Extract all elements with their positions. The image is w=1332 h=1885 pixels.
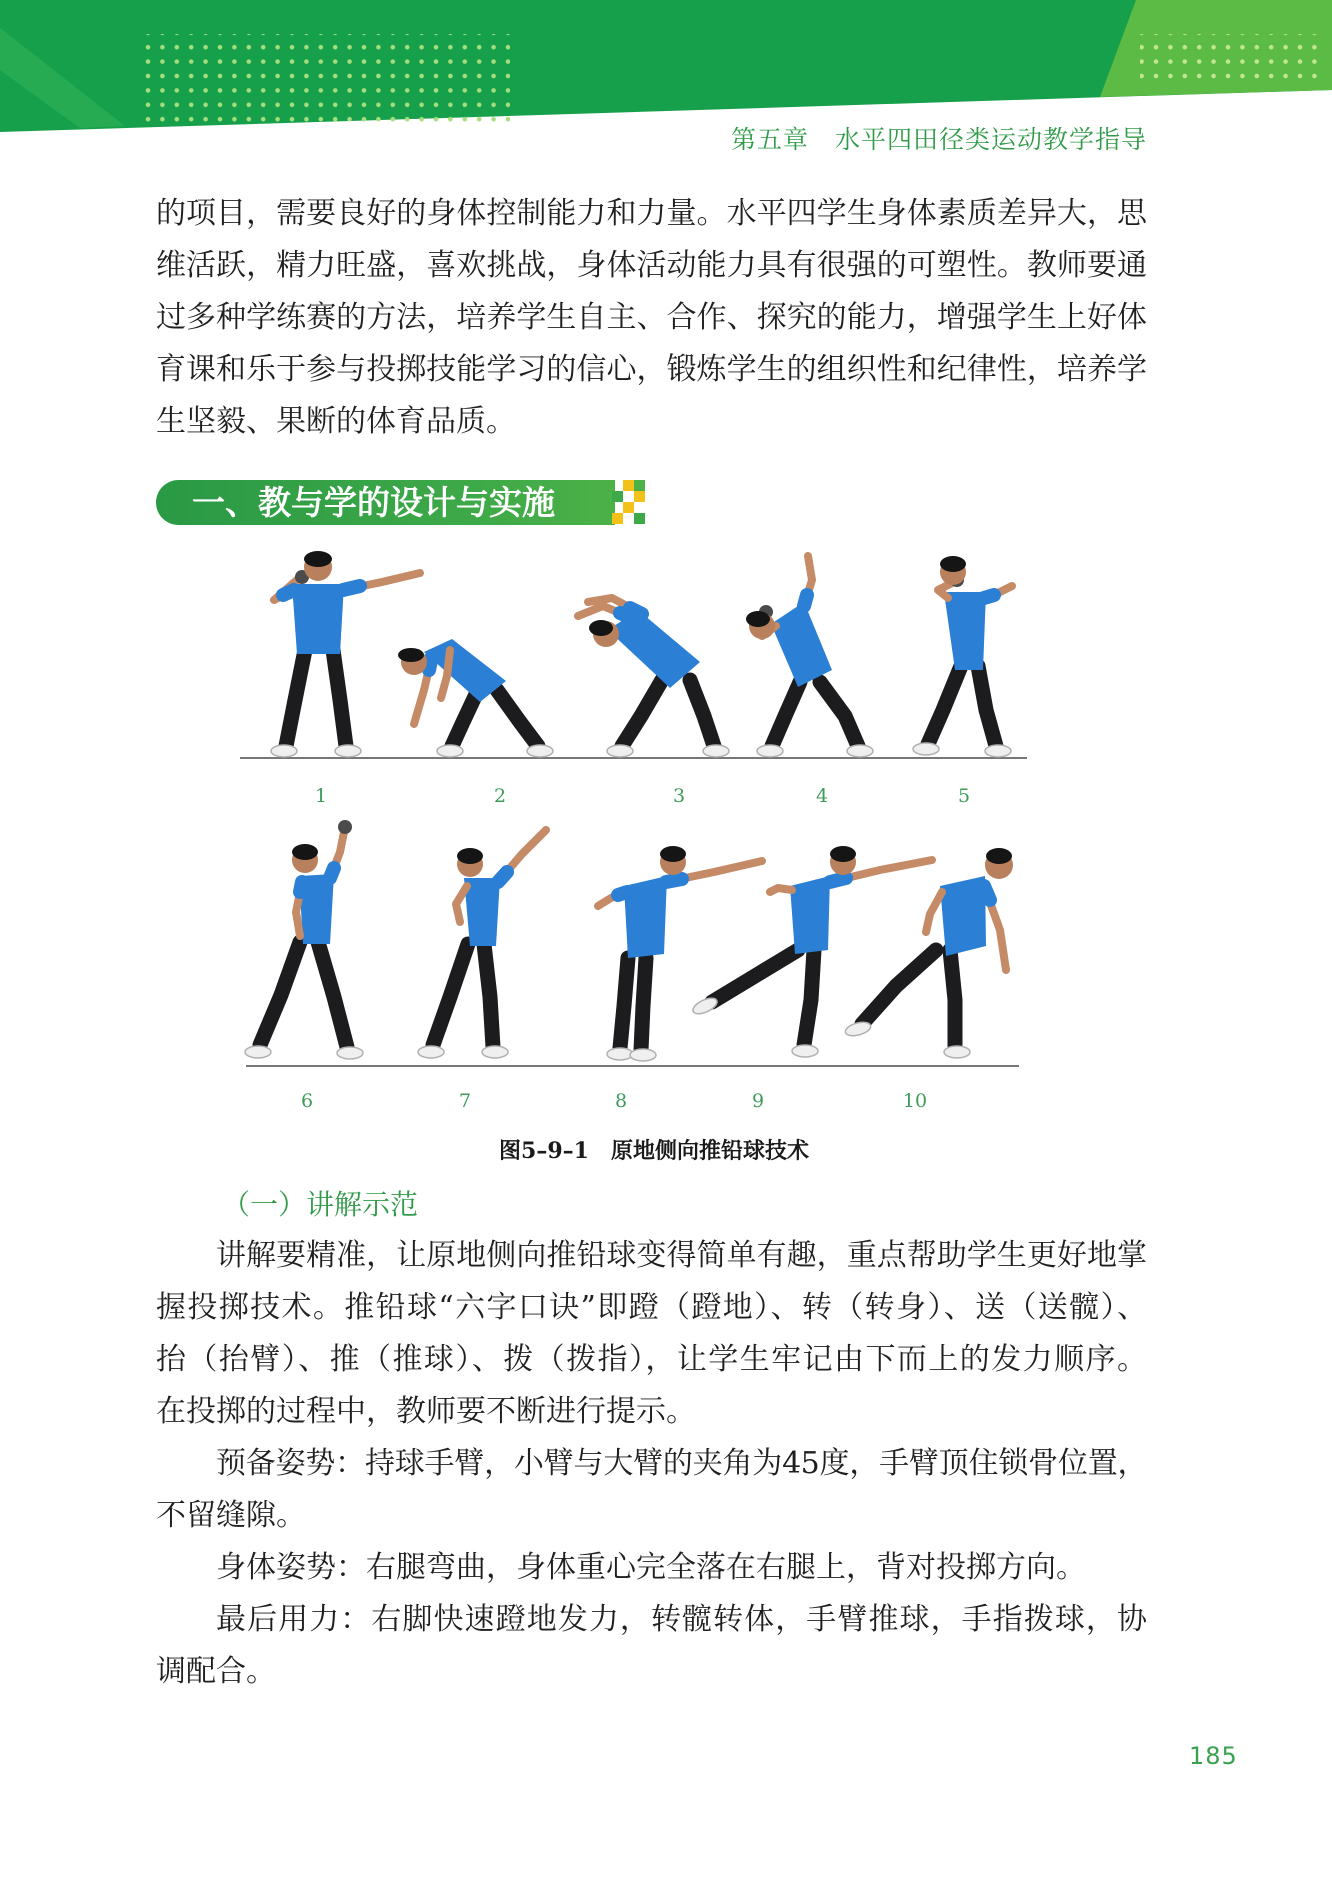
throw-pose-10 bbox=[844, 848, 1013, 1058]
figure-sleeve bbox=[343, 586, 360, 590]
figure-shoe bbox=[630, 1049, 656, 1061]
figure-sleeve bbox=[984, 886, 990, 900]
figure-shoe bbox=[844, 1020, 872, 1038]
figure-sleeve bbox=[498, 872, 507, 882]
text-line: 过多种学练赛的方法，培养学生自主、合作、探究的能力，增强学生上好体 bbox=[156, 300, 1147, 335]
figure-shoe bbox=[792, 1045, 818, 1057]
checker-square bbox=[634, 480, 645, 491]
dot-pattern-left bbox=[138, 34, 510, 122]
step-label-1: 1 bbox=[314, 785, 328, 807]
step-label-7: 7 bbox=[458, 1090, 472, 1112]
figure-hair bbox=[660, 846, 686, 862]
figure-torso bbox=[944, 592, 986, 670]
step-label-8: 8 bbox=[614, 1090, 628, 1112]
figure-leg bbox=[286, 650, 305, 746]
figure-sleeve bbox=[283, 590, 294, 595]
figure-sleeve bbox=[618, 892, 627, 895]
figure-sleeve bbox=[330, 868, 334, 878]
throw-pose-1 bbox=[271, 551, 420, 757]
figure-leg bbox=[497, 690, 538, 746]
throw-pose-3 bbox=[578, 598, 729, 757]
figure-shoe bbox=[757, 745, 783, 757]
figure-shoe bbox=[335, 745, 361, 757]
checker-square bbox=[612, 513, 623, 524]
figure-leg bbox=[862, 950, 936, 1024]
figure-hair bbox=[292, 844, 318, 860]
figure-leg bbox=[978, 666, 996, 746]
figure-hair bbox=[830, 846, 856, 862]
text-line: 抬（抬臂）、推（推球）、拨（拨指），让学生牢记由下而上的发力顺序。 bbox=[156, 1342, 1147, 1377]
figure-arm bbox=[456, 886, 467, 922]
figure-leg bbox=[712, 950, 798, 1002]
figure-shoe bbox=[607, 1048, 633, 1060]
subsection-heading: （一）讲解示范 bbox=[222, 1188, 419, 1221]
figure-shoe bbox=[437, 745, 463, 757]
checker-square bbox=[634, 513, 645, 524]
figure-hair bbox=[940, 556, 966, 572]
section-heading: 一、教与学的设计与实施 bbox=[156, 480, 615, 525]
figure-sleeve bbox=[804, 595, 807, 606]
throw-pose-8 bbox=[598, 846, 762, 1061]
checker-square bbox=[612, 491, 623, 502]
step-label-6: 6 bbox=[300, 1090, 314, 1112]
step-label-4: 4 bbox=[815, 785, 829, 807]
step-label-5: 5 bbox=[957, 785, 971, 807]
figure-shoe bbox=[944, 1046, 970, 1058]
figure-shoe bbox=[337, 1047, 363, 1059]
checker-square bbox=[634, 491, 645, 502]
figure-leg bbox=[620, 958, 628, 1048]
dot-pattern-right bbox=[1140, 34, 1322, 82]
text-line: 在投掷的过程中，教师要不断进行提示。 bbox=[156, 1394, 696, 1429]
step-label-10: 10 bbox=[902, 1090, 928, 1112]
figure-shoe bbox=[527, 745, 553, 757]
figure-torso bbox=[292, 584, 344, 654]
figure-sleeve bbox=[630, 608, 642, 614]
header-banner bbox=[0, 0, 1332, 135]
throw-pose-6 bbox=[245, 820, 363, 1059]
figure-leg bbox=[622, 680, 662, 746]
checker-square bbox=[623, 502, 634, 513]
text-line: 育课和乐于参与投掷技能学习的信心，锻炼学生的组织性和纪律性，培养学 bbox=[156, 352, 1147, 387]
figure-leg bbox=[260, 942, 300, 1045]
figure-leg bbox=[928, 666, 961, 744]
figure-leg bbox=[820, 682, 858, 746]
text-line: 握投掷技术。推铅球“六字口诀”即蹬（蹬地）、转（转身）、送（送髋）、 bbox=[156, 1290, 1147, 1325]
figure-sleeve bbox=[984, 595, 994, 598]
text-line: 身体姿势：右腿弯曲，身体重心完全落在右腿上，背对投掷方向。 bbox=[216, 1550, 1086, 1585]
text-line: 讲解要精准，让原地侧向推铅球变得简单有趣，重点帮助学生更好地掌 bbox=[216, 1238, 1147, 1273]
throw-pose-7 bbox=[418, 830, 546, 1058]
figure-sleeve bbox=[429, 656, 432, 670]
body-paragraphs bbox=[156, 1230, 1147, 1698]
chapter-title: 第五章 水平四田径类运动教学指导 bbox=[730, 125, 1147, 154]
figure-hair bbox=[457, 848, 483, 864]
figure-arm bbox=[926, 892, 942, 932]
figure-hair bbox=[746, 611, 770, 627]
throw-pose-2 bbox=[398, 639, 553, 757]
figure-sleeve bbox=[300, 882, 302, 892]
throw-pose-9 bbox=[691, 846, 932, 1057]
figure-torso bbox=[771, 602, 832, 687]
shot-put-ball bbox=[338, 820, 352, 834]
shot-put-sequence-figure bbox=[0, 540, 1332, 1120]
throw-pose-5 bbox=[913, 556, 1012, 757]
figure-shoe bbox=[245, 1046, 271, 1058]
step-label-9: 9 bbox=[751, 1090, 765, 1112]
figure-leg bbox=[772, 682, 800, 746]
figure-leg bbox=[452, 690, 478, 746]
text-line: 生坚毅、果断的体育品质。 bbox=[156, 404, 516, 439]
figure-leg bbox=[333, 650, 346, 746]
figure-hair bbox=[398, 648, 424, 662]
heading-checker-decoration bbox=[612, 478, 652, 528]
figure-leg bbox=[804, 950, 814, 1045]
figure-shoe bbox=[271, 745, 297, 757]
figure-hair bbox=[986, 848, 1012, 864]
figure-shoe bbox=[703, 745, 729, 757]
step-label-2: 2 bbox=[493, 785, 507, 807]
figure-shoe bbox=[607, 745, 633, 757]
figure-sleeve bbox=[666, 879, 682, 882]
figure-shoe bbox=[847, 745, 873, 757]
figure-torso bbox=[790, 876, 830, 954]
intro-paragraph bbox=[156, 188, 1147, 448]
figure-leg bbox=[950, 950, 955, 1046]
figure-hair bbox=[304, 551, 332, 567]
checker-square bbox=[623, 480, 634, 491]
figure-hair bbox=[589, 620, 613, 636]
figure-shoe bbox=[985, 745, 1011, 757]
text-line: 调配合。 bbox=[156, 1654, 276, 1689]
figure-shoe bbox=[913, 743, 939, 755]
figure-arm bbox=[770, 888, 792, 892]
figure-shoe bbox=[691, 995, 720, 1017]
figure-leg bbox=[433, 944, 468, 1045]
figure-leg bbox=[641, 958, 646, 1050]
text-line: 预备姿势：持球手臂，小臂与大臂的夹角为45度，手臂顶住锁骨位置， bbox=[216, 1446, 1147, 1481]
text-line: 最后用力：右脚快速蹬地发力，转髋转体，手臂推球，手指拨球，协 bbox=[216, 1602, 1147, 1637]
figure-shoe bbox=[482, 1046, 508, 1058]
figure-leg bbox=[690, 680, 714, 746]
figure-leg bbox=[318, 942, 347, 1047]
figure-leg bbox=[484, 944, 493, 1047]
text-line: 不留缝隙。 bbox=[156, 1498, 306, 1533]
page-number: 185 bbox=[1189, 1742, 1238, 1770]
figure-caption: 图5–9–1 原地侧向推铅球技术 bbox=[499, 1138, 809, 1164]
text-line: 的项目，需要良好的身体控制能力和力量。水平四学生身体素质差异大，思 bbox=[156, 196, 1147, 231]
text-line: 维活跃，精力旺盛，喜欢挑战，身体活动能力具有很强的可塑性。教师要通 bbox=[156, 248, 1147, 283]
throw-pose-4 bbox=[746, 556, 873, 757]
figure-shoe bbox=[418, 1046, 444, 1058]
figure-sleeve bbox=[830, 878, 846, 882]
step-label-3: 3 bbox=[672, 785, 686, 807]
